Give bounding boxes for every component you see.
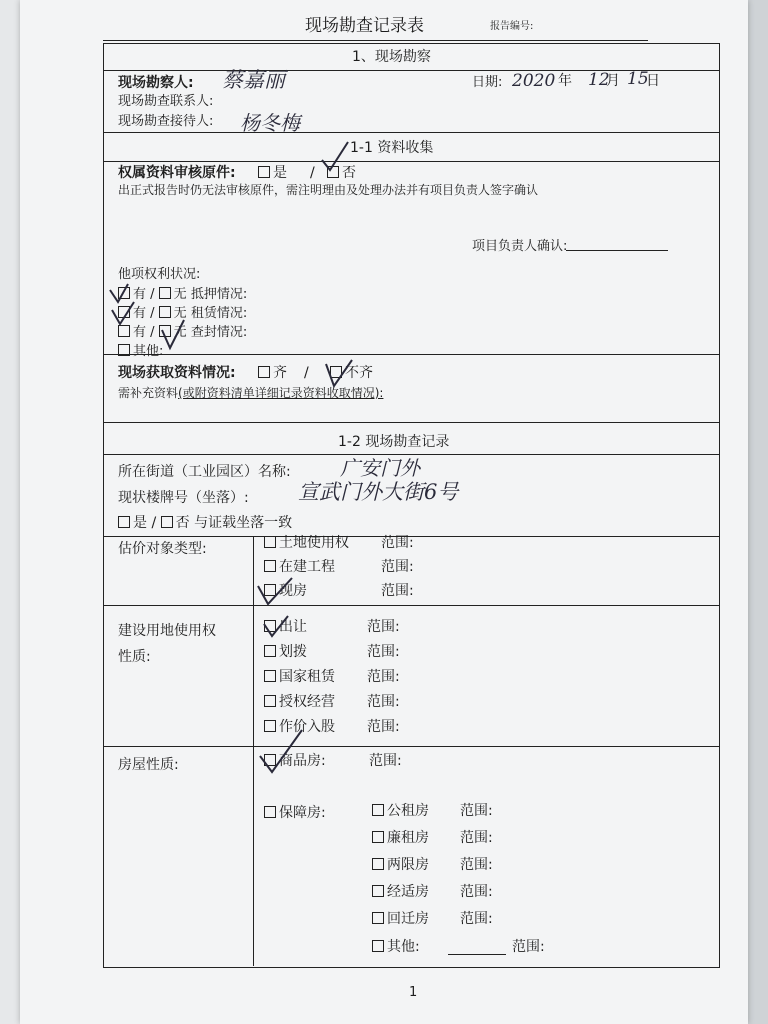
option-text: 回迁房 <box>387 911 429 927</box>
land-use-allocation[interactable] <box>264 645 307 659</box>
option-text: 商品房: <box>279 753 326 769</box>
range-label: 范围: <box>367 694 400 710</box>
rights-row-other <box>118 344 163 358</box>
checkbox[interactable] <box>258 166 270 178</box>
acquire-complete-option[interactable] <box>258 366 287 380</box>
range-label: 范围: <box>381 583 414 599</box>
row-label: 租赁情况: <box>190 306 248 321</box>
checkbox[interactable] <box>264 536 276 548</box>
option-text: 土地使用权 <box>279 535 349 551</box>
checkbox[interactable] <box>372 912 384 924</box>
checkbox[interactable] <box>161 516 173 528</box>
review-label: 权属资料审核原件: <box>118 165 236 181</box>
check-mark-icon <box>262 614 292 640</box>
option-text: 其他: <box>387 939 420 955</box>
row-line <box>103 746 720 747</box>
option-text: 齐 <box>273 365 287 381</box>
land-use-state-lease[interactable] <box>264 670 335 684</box>
checkbox[interactable] <box>264 670 276 682</box>
option-text: 是 <box>133 515 147 531</box>
date-month-unit: 月 <box>606 73 620 89</box>
range-label: 范围: <box>367 669 400 685</box>
object-type-construction[interactable] <box>264 560 335 574</box>
slash-separator: / <box>304 365 309 381</box>
option-text: 公租房 <box>387 803 429 819</box>
option-text: 有 <box>133 287 147 302</box>
checkbox[interactable] <box>258 366 270 378</box>
affordable-relocation[interactable] <box>372 912 429 926</box>
option-text: 国家租赁 <box>279 669 335 685</box>
option-text: 是 <box>273 165 287 181</box>
option-text: 现房 <box>279 583 307 599</box>
receiver-label: 现场勘查接待人: <box>118 114 214 129</box>
checkbox[interactable] <box>159 306 171 318</box>
rights-row-mortgage: 有 / 无 抵押情况: <box>118 287 247 301</box>
row-line <box>103 161 720 162</box>
checkbox[interactable] <box>264 645 276 657</box>
house-affordable[interactable] <box>264 806 326 820</box>
date-day-unit: 日 <box>646 73 660 89</box>
checkbox[interactable] <box>264 806 276 818</box>
checkbox[interactable] <box>372 831 384 843</box>
consistency-label: 与证载坐落一致 <box>194 515 293 531</box>
range-label: 范围: <box>381 535 414 551</box>
range-label: 范围: <box>367 644 400 660</box>
column-line <box>253 536 254 966</box>
surveyor-signature: 蔡嘉丽 <box>222 68 285 92</box>
check-mark-icon <box>256 576 296 608</box>
other-rights-label: 他项权利状况: <box>118 267 201 282</box>
affordable-other[interactable] <box>372 940 420 954</box>
affordable-public-rental[interactable] <box>372 804 429 818</box>
option-text: 作价入股 <box>279 719 335 735</box>
range-label: 范围: <box>460 884 493 900</box>
affordable-low-rent[interactable] <box>372 831 429 845</box>
section-title: 1-2 现场勘查记录 <box>338 434 450 450</box>
option-text: 无 <box>173 325 187 340</box>
check-mark-icon <box>258 728 308 776</box>
supplement-label: 需补充资料 <box>118 386 179 400</box>
checkbox[interactable] <box>372 885 384 897</box>
check-mark-icon <box>318 140 358 174</box>
land-use-authorized[interactable] <box>264 695 335 709</box>
acquire-label: 现场获取资料情况: <box>118 365 236 381</box>
range-label: 范围: <box>367 619 400 635</box>
range-label: 范围: <box>460 911 493 927</box>
review-note: 出正式报告时仍无法审核原件，需注明理由及处理办法并有项目负责人签字确认 <box>118 183 539 197</box>
page-title: 现场勘查记录表 <box>305 16 424 36</box>
range-label: 范围: <box>460 857 493 873</box>
surveyor-label: 现场勘察人: <box>118 75 194 91</box>
check-mark-icon <box>104 280 138 328</box>
checkbox[interactable] <box>264 695 276 707</box>
street-label: 所在街道（工业园区）名称: <box>118 464 291 480</box>
consistency-row: 是 / 否 与证载坐落一致 <box>118 516 292 530</box>
report-number-label: 报告编号: <box>490 21 534 32</box>
option-text: 出让 <box>279 619 307 635</box>
contact-label: 现场勘查联系人: <box>118 94 214 109</box>
affordable-price-limited[interactable] <box>372 858 429 872</box>
rights-row-seizure: 有 / 无 查封情况: <box>118 325 247 339</box>
land-use-label-1: 建设用地使用权 <box>118 623 216 639</box>
check-mark-icon <box>158 318 188 354</box>
check-mark-icon <box>322 358 356 390</box>
checkbox[interactable] <box>372 858 384 870</box>
option-text: 在建工程 <box>279 559 335 575</box>
date-month: 12 <box>588 70 610 90</box>
object-type-label: 估价对象类型: <box>118 541 207 557</box>
row-label: 其他: <box>133 344 164 359</box>
section-title: 1-1 资料收集 <box>350 140 434 156</box>
house-nature-label: 房屋性质: <box>118 757 179 773</box>
range-label: 范围: <box>460 830 493 846</box>
checkbox[interactable] <box>372 804 384 816</box>
option-text: 两限房 <box>387 857 429 873</box>
row-line <box>103 132 720 133</box>
row-label: 抵押情况: <box>190 287 248 302</box>
option-text: 否 <box>175 515 190 531</box>
row-line <box>103 422 720 423</box>
affordable-economical[interactable] <box>372 885 429 899</box>
date-label: 日期: <box>472 75 503 90</box>
date-year-unit: 年 <box>558 73 572 89</box>
building-handwriting: 宣武门外大街6号 <box>298 480 459 504</box>
option-text: 廉租房 <box>387 830 429 846</box>
option-text: 不齐 <box>345 365 373 381</box>
option-text: 授权经营 <box>279 694 335 710</box>
row-line <box>103 354 720 355</box>
building-label: 现状楼牌号（坐落）: <box>118 490 249 506</box>
checkbox[interactable] <box>372 940 384 952</box>
option-text: 否 <box>342 165 356 181</box>
range-label: 范围: <box>369 753 402 769</box>
row-label: 查封情况: <box>190 325 248 340</box>
row-line <box>103 454 720 455</box>
receiver-signature: 杨冬梅 <box>240 111 300 135</box>
rights-row-lease: 有 / 无 租赁情况: <box>118 306 247 320</box>
other-blank-line <box>448 954 506 955</box>
option-text: 有 <box>133 325 147 340</box>
signature-line <box>566 250 668 251</box>
date-year: 2020 <box>512 71 556 91</box>
option-text: 划拨 <box>279 644 307 660</box>
option-text: 保障房: <box>279 805 326 821</box>
street-handwriting: 广安门外 <box>340 456 420 480</box>
pm-confirm-label: 项目负责人确认: <box>472 239 568 254</box>
checkbox[interactable] <box>159 287 171 299</box>
slash-separator: / <box>310 165 315 181</box>
range-label: 范围: <box>460 803 493 819</box>
option-text: 有 <box>133 306 147 321</box>
land-use-label-2: 性质: <box>118 649 151 665</box>
top-rule <box>103 40 648 41</box>
range-label: 范围: <box>512 939 545 955</box>
option-text: 经适房 <box>387 884 429 900</box>
option-text: 无 <box>173 287 187 302</box>
object-type-land[interactable] <box>264 536 349 550</box>
checkbox[interactable] <box>264 560 276 572</box>
page-number: 1 <box>409 985 418 1000</box>
option-text: 无 <box>173 306 187 321</box>
date-day: 15 <box>627 69 649 89</box>
range-label: 范围: <box>381 559 414 575</box>
checkbox[interactable] <box>118 344 130 356</box>
supplement-note: (或附资料清单详细记录资料收取情况): <box>178 386 384 400</box>
checkbox[interactable] <box>118 516 130 528</box>
section-title: 1、现场勘察 <box>352 49 431 65</box>
review-yes-option[interactable] <box>258 166 287 180</box>
range-label: 范围: <box>367 719 400 735</box>
row-line <box>103 605 720 606</box>
